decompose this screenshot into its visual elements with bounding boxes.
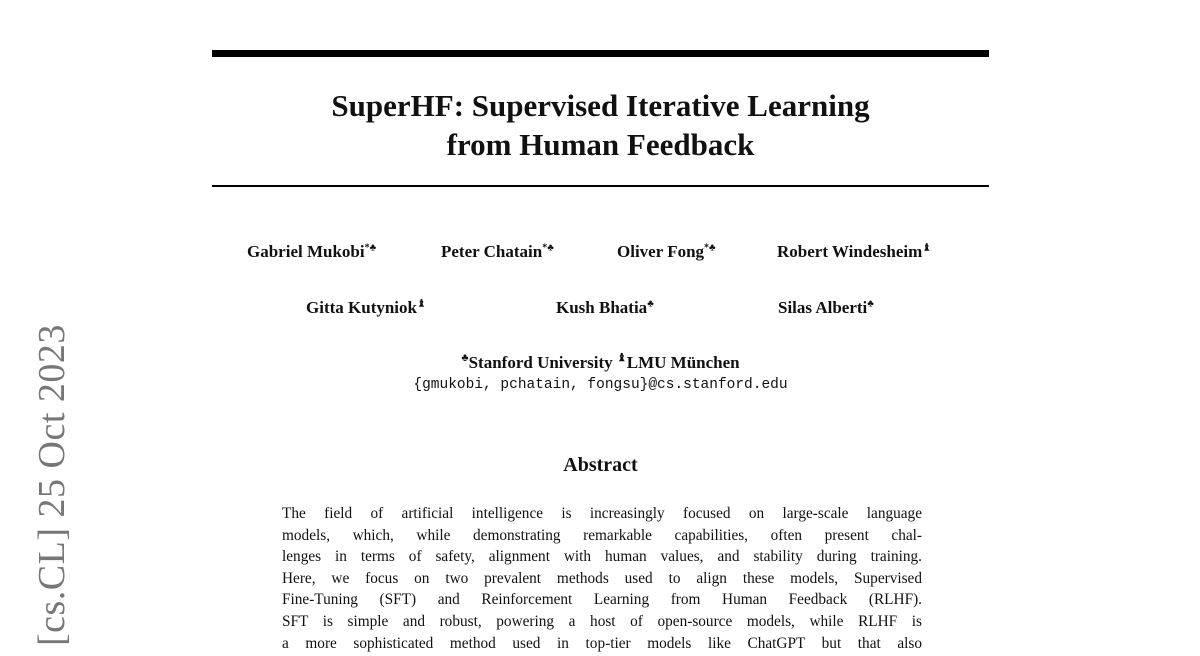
abstract-line: The field of artificial intelligence is increasingly focused on large-scale language xyxy=(282,505,922,522)
author-gitta-kutyniok xyxy=(306,298,426,318)
title-line-1: SuperHF: Supervised Iterative Learning xyxy=(331,88,870,123)
arxiv-side-label: [cs.CL] 25 Oct 2023 xyxy=(31,324,73,646)
title-line-2: from Human Feedback xyxy=(446,127,755,162)
author-affiliation-marks: ♣ xyxy=(867,298,874,310)
abstract-line: models, which, while demonstrating remarkable capabilities, often present chal- xyxy=(282,526,922,544)
author-name: Gitta Kutyniok xyxy=(306,298,417,317)
author-name: Oliver Fong xyxy=(617,242,705,261)
author-silas-alberti xyxy=(778,298,874,318)
paper-title xyxy=(212,86,989,164)
abstract-line: a more sophisticated method used in top-tier models like ChatGPT but that also xyxy=(282,634,922,652)
author-robert-windesheim xyxy=(777,242,931,262)
author-gabriel-mukobi xyxy=(247,242,376,262)
author-name: Gabriel Mukobi xyxy=(247,242,365,261)
title-bottom-rule xyxy=(212,185,989,187)
author-affiliation-marks: *♣ xyxy=(364,242,377,254)
abstract-line: Here, we focus on two prevalent methods used to align these models, Supervised xyxy=(282,569,922,587)
author-name: Robert Windesheim xyxy=(777,242,923,261)
affiliation-stanford: Stanford University xyxy=(468,353,613,372)
author-kush-bhatia xyxy=(556,298,654,318)
author-emails: {gmukobi, pchatain, fongsu}@cs.stanford.edu xyxy=(413,377,788,393)
author-affiliation-marks: *♣ xyxy=(542,242,554,254)
author-oliver-fong xyxy=(617,242,716,262)
abstract-line: lenges in terms of safety, alignment with human values, and stability during training. xyxy=(282,548,922,566)
title-top-rule xyxy=(212,50,989,57)
abstract-line: Fine-Tuning (SFT) and Reinforcement Learning from Human Feedback (RLHF). xyxy=(282,591,922,609)
author-affiliation-marks: ♝ xyxy=(417,298,426,310)
author-name: Silas Alberti xyxy=(778,298,868,317)
abstract-line: SFT is simple and robust, powering a host of open-source models, while RLHF is xyxy=(282,612,922,630)
affiliations: ♣Stanford University ♝LMU München xyxy=(461,352,740,372)
author-affiliation-marks: *♣ xyxy=(704,242,716,254)
author-affiliation-marks: ♣ xyxy=(647,298,654,310)
author-name: Kush Bhatia xyxy=(556,298,648,317)
abstract-body xyxy=(282,503,922,654)
abstract-heading: Abstract xyxy=(563,454,638,476)
author-name: Peter Chatain xyxy=(441,242,543,261)
author-affiliation-marks: ♝ xyxy=(922,242,932,254)
affiliation-lmu: LMU München xyxy=(626,353,740,372)
arxiv-side-identifier xyxy=(30,316,73,656)
author-peter-chatain xyxy=(441,242,554,262)
